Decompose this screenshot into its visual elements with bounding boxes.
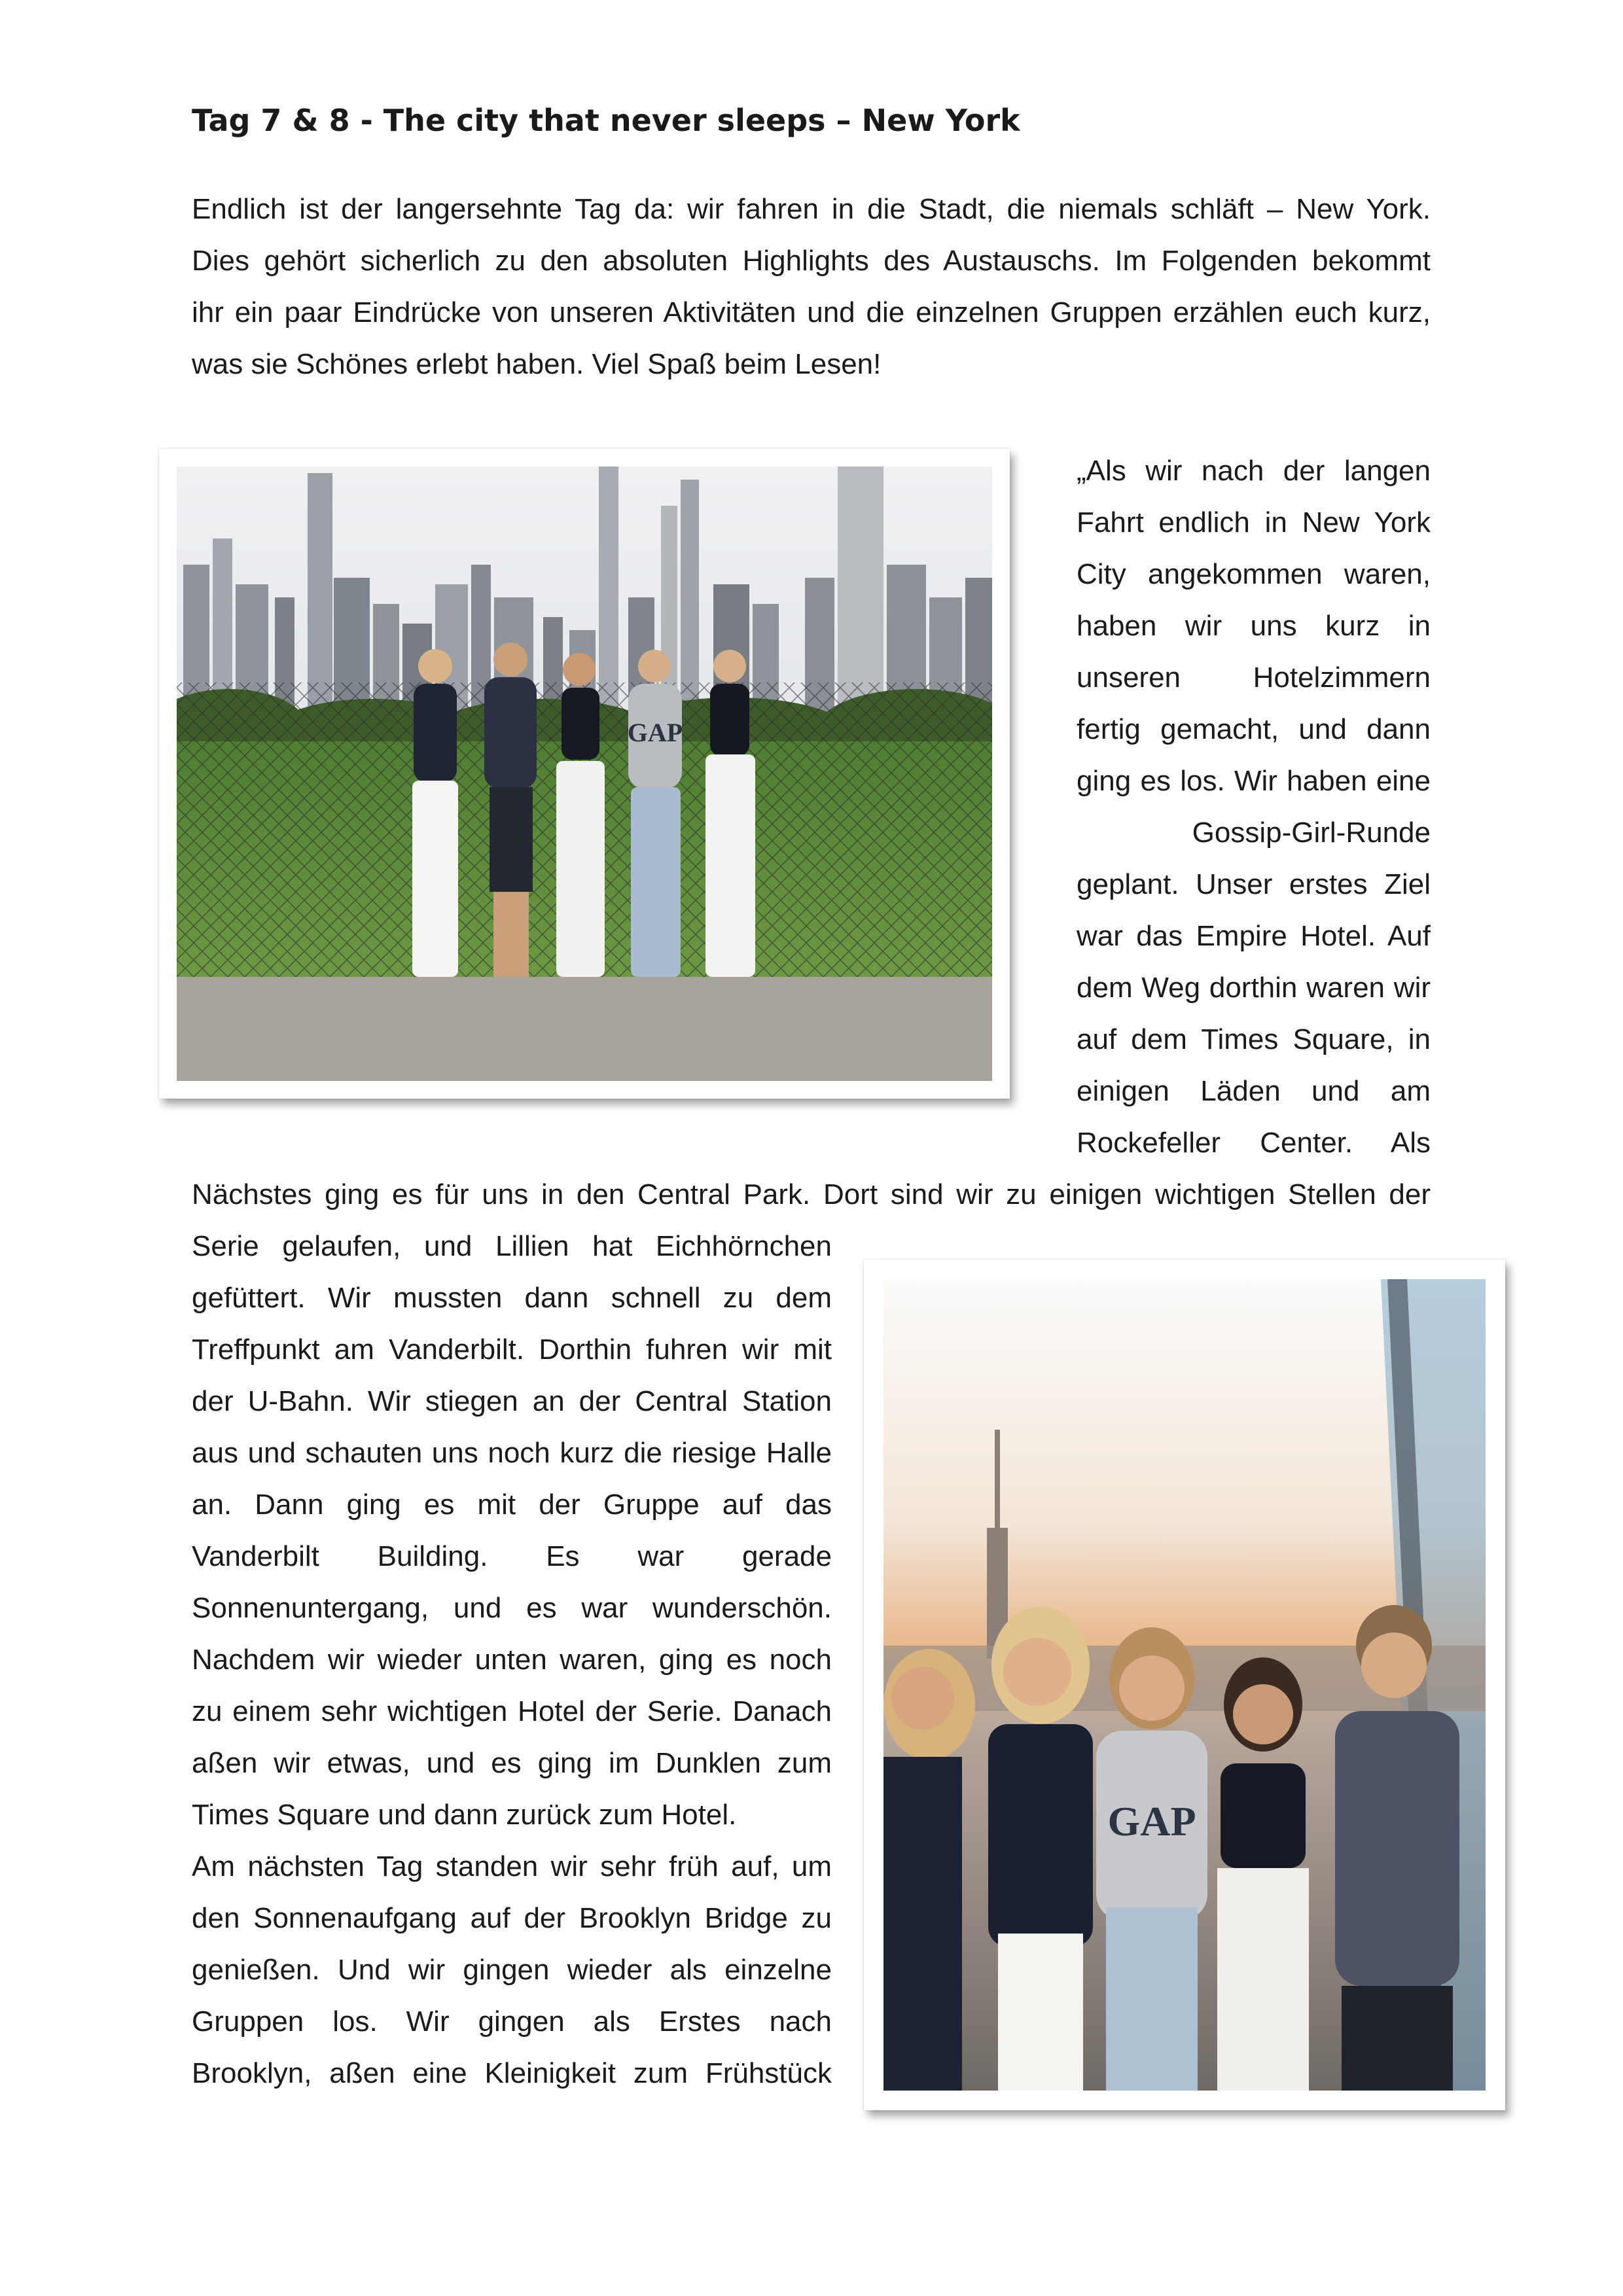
paragraph-line: Vanderbilt Building. Es war gerade <box>192 1540 832 1572</box>
central-park-photo <box>177 467 992 1081</box>
paragraph-line: der U-Bahn. Wir stiegen an der Central Station <box>192 1385 832 1417</box>
paragraph-line: Brooklyn, aßen eine Kleinigkeit zum Frühstück <box>192 2057 832 2089</box>
central-park-photo-frame <box>159 449 1010 1099</box>
paragraph-line: gefüttert. Wir mussten dann schnell zu dem <box>192 1282 832 1314</box>
paragraph-line: „Als wir nach der langen <box>1077 455 1431 487</box>
paragraph-line: dem Weg dorthin waren wir <box>1077 972 1431 1004</box>
observation-deck-photo-frame <box>864 1260 1505 2110</box>
paragraph-line: haben wir uns kurz in <box>1077 610 1431 642</box>
paragraph-line: ging es los. Wir haben eine <box>1077 765 1431 797</box>
page-title: Tag 7 & 8 - The city that never sleeps – New York <box>192 103 1020 138</box>
paragraph-line: auf dem Times Square, in <box>1077 1023 1431 1055</box>
intro-line: ihr ein paar Eindrücke von unseren Aktivitäten und die einzelnen Gruppen erzählen euch kurz, <box>192 296 1431 328</box>
paragraph-line: Times Square und dann zurück zum Hotel. <box>192 1799 737 1831</box>
paragraph-line: einigen Läden und am <box>1077 1075 1431 1107</box>
paragraph-line: City angekommen waren, <box>1077 558 1431 590</box>
gap-logo-text: GAP <box>1107 1798 1196 1845</box>
paragraph-line: Treffpunkt am Vanderbilt. Dorthin fuhren wir mit <box>192 1333 832 1366</box>
paragraph-line-full: Nächstes ging es für uns in den Central Park. Dort sind wir zu einigen wichtigen Stellen der <box>192 1178 1431 1210</box>
paragraph-line: Gossip-Girl-Runde <box>1192 817 1431 849</box>
paragraph-line: an. Dann ging es mit der Gruppe auf das <box>192 1489 832 1521</box>
paragraph-line: Gruppen los. Wir gingen als Erstes nach <box>192 2005 832 2038</box>
paragraph-line: Rockefeller Center. Als <box>1077 1127 1431 1159</box>
paragraph-line: geplant. Unser erstes Ziel <box>1077 868 1431 900</box>
paragraph-line: war das Empire Hotel. Auf <box>1077 920 1431 952</box>
gap-logo-text: GAP <box>627 718 683 747</box>
paragraph-line: zu einem sehr wichtigen Hotel der Serie. Danach <box>192 1695 832 1727</box>
paragraph-line: unseren Hotelzimmern <box>1077 662 1431 694</box>
paragraph-line: Fahrt endlich in New York <box>1077 506 1431 539</box>
paragraph-line: aßen wir etwas, und es ging im Dunklen zum <box>192 1747 832 1779</box>
paragraph-line: Serie gelaufen, und Lillien hat Eichhörnchen <box>192 1230 832 1262</box>
observation-deck-photo <box>883 1279 1486 2091</box>
paragraph-line: Sonnenuntergang, und es war wunderschön. <box>192 1592 832 1624</box>
paragraph-line: aus und schauten uns noch kurz die riesige Halle <box>192 1437 832 1469</box>
paragraph-line: Am nächsten Tag standen wir sehr früh auf, um <box>192 1850 832 1882</box>
intro-line: Endlich ist der langersehnte Tag da: wir fahren in die Stadt, die niemals schläft – New York. <box>192 193 1431 225</box>
paragraph-line: Nachdem wir wieder unten waren, ging es noch <box>192 1644 832 1676</box>
intro-line: was sie Schönes erlebt haben. Viel Spaß beim Lesen! <box>192 348 882 380</box>
intro-line: Dies gehört sicherlich zu den absoluten Highlights des Austauschs. Im Folgenden bekommt <box>192 245 1431 277</box>
paragraph-line: den Sonnenaufgang auf der Brooklyn Bridge zu <box>192 1902 832 1934</box>
paragraph-line: genießen. Und wir gingen wieder als einzelne <box>192 1954 832 1986</box>
paragraph-line: fertig gemacht, und dann <box>1077 713 1431 745</box>
